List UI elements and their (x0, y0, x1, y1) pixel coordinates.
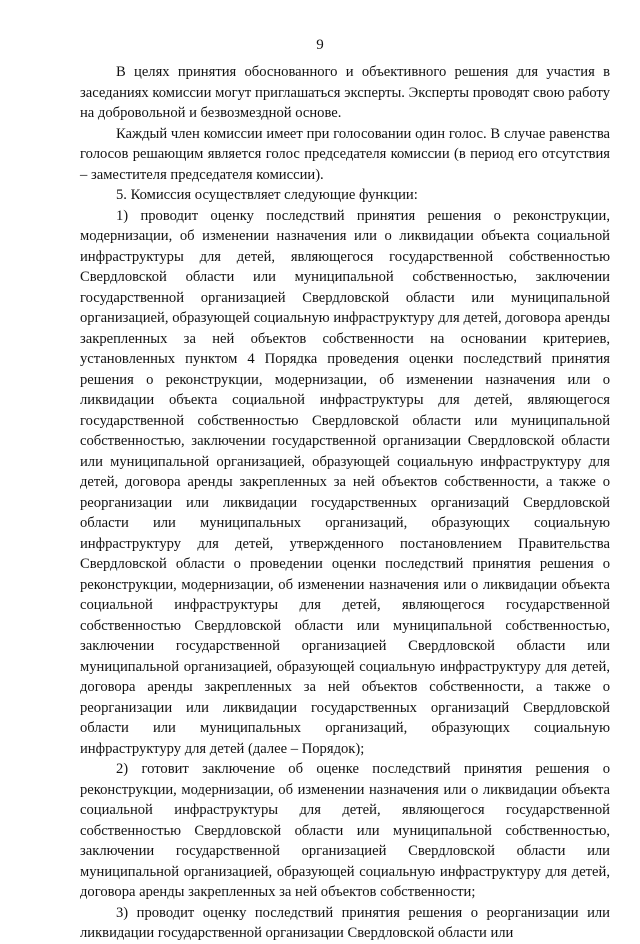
paragraph-functions-heading: 5. Комиссия осуществляет следующие функции: (116, 187, 418, 203)
document-body (80, 62, 610, 944)
paragraph-function-2: 2) готовит заключение об оценке последствий принятия решения о реконструкции, модернизации, об изменении назначения или о ликвидации объекта социальной инфраструктуры для детей, являющегося государственной собственностью Свердловской области или муниципальной собственностью, заключении государственной организацией Свердловской области или муниципальной организацией, образующей социальную инфраструктуру для детей, договора аренды закрепленных за ней объектов собственности; (80, 761, 610, 900)
paragraph-experts: В целях принятия обоснованного и объективного решения для участия в заседаниях комиссии могут приглашаться эксперты. Эксперты проводят свою работу на добровольной и безвозмездной основе. (80, 64, 610, 121)
paragraph-function-3: 3) проводит оценку последствий принятия решения о реорганизации или ликвидации государственной организации Свердловской области или (80, 904, 610, 941)
page-number: 9 (316, 37, 324, 53)
paragraph-function-1: 1) проводит оценку последствий принятия решения о реконструкции, модернизации, об изменении назначения или о ликвидации объекта социальной инфраструктуры для детей, являющегося государственной собственностью Свердловской области или муниципальной собственностью, заключении государственной организацией Свердловской области или муниципальной организацией, образующей социальную инфраструктуру для детей, договора аренды закрепленных за ней объектов собственности на основании критериев, установленных пунктом 4 Порядка проведения оценки последствий принятия решения о реконструкции, модернизации, об изменении назначения или о ликвидации объекта социальной инфраструктуры для детей, являющегося государственной собственностью Свердловской области или муниципальной собственностью, заключении государственной организации Свердловской области или муниципальной организацией, образующей социальную инфраструктуру для детей, договора аренды закрепленных за ней объектов собственности, а также о реорганизации или ликвидации государственных организаций Свердловской области или муниципальных организаций, образующих социальную инфраструктуру для детей, утвержденного постановлением Правительства Свердловской области о проведении оценки последствий принятия решения о реконструкции, модернизации, об изменении назначения или о ликвидации объекта социальной инфраструктуры для детей, являющегося государственной собственностью Свердловской области или муниципальной собственностью, заключении государственной организацией Свердловской области или муниципальной организацией, образующей социальную инфраструктуру для детей, договора аренды закрепленных за ней объектов собственности, а также о реорганизации или ликвидации государственных организаций Свердловской области или муниципальных организаций, образующих социальную инфраструктуру для детей (далее – Порядок); (80, 207, 610, 757)
paragraph-voting: Каждый член комиссии имеет при голосовании один голос. В случае равенства голосов решающим является голос председателя комиссии (в период его отсутствия – заместителя председателя комиссии). (80, 125, 610, 183)
